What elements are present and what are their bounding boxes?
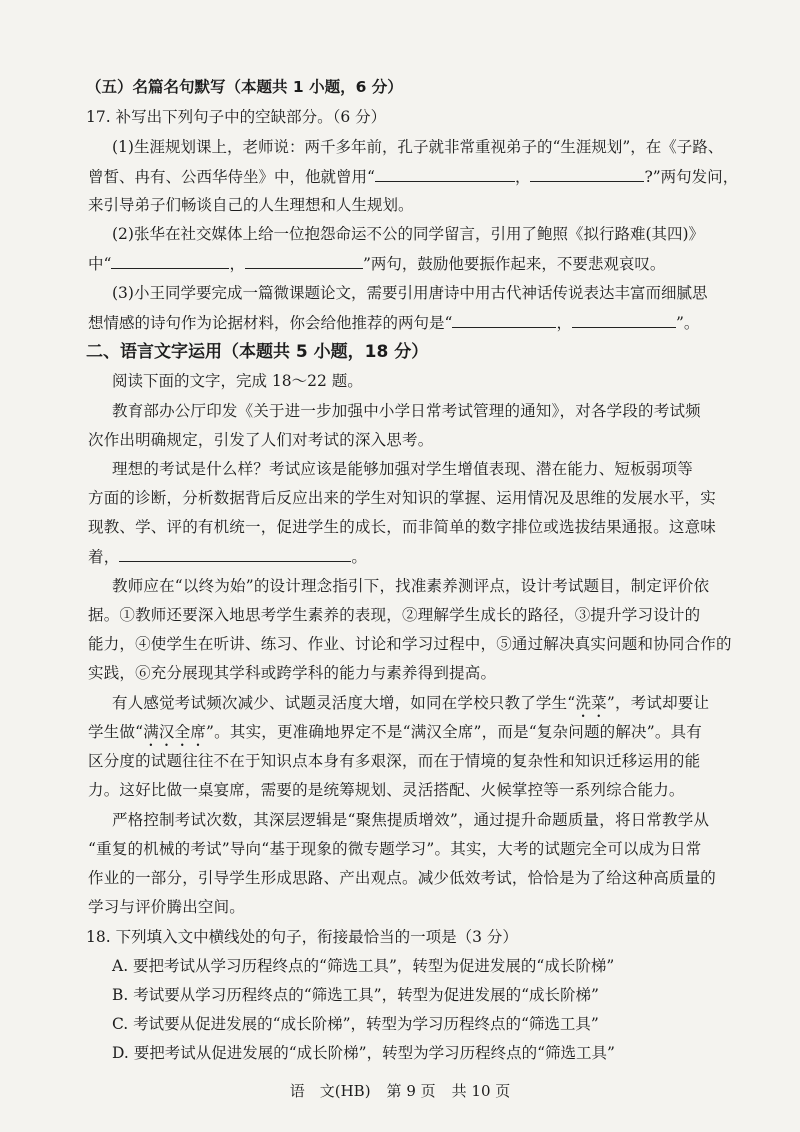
passage-line: 理想的考试是什么样？考试应该是能够加强对学生增值表现、潜在能力、短板弱项等 <box>112 460 693 478</box>
text: 有人感觉考试频次减少、试题灵活度大增，如同在学校只教了学生“ <box>112 694 576 712</box>
q17-item1-line2 <box>88 164 738 189</box>
passage-line: 现教、学、评的有机统一，促进学生的成长，而非简单的数字排位或选拔结果通报。这意味 <box>88 518 717 536</box>
question-17-stem: 17. 补写出下列句子中的空缺部分。（6 分） <box>86 108 387 126</box>
text: ， <box>229 255 245 273</box>
passage-line: 据。①教师还要深入地思考学生素养的表现，②理解学生成长的路径，③提升学习设计的 <box>88 606 701 624</box>
passage-line: 实践，⑥充分展现其学科或跨学科的能力与素养得到提高。 <box>88 664 497 682</box>
passage-line: 能力，④使学生在听讲、练习、作业、讨论和学习过程中，⑤通过解决真实问题和协同合作的 <box>88 635 732 653</box>
text: 学生做“ <box>88 723 144 741</box>
text: 中“ <box>88 255 112 273</box>
emphasized-text: 洗菜 <box>575 694 607 712</box>
q17-item1-line3: 来引导弟子们畅谈自己的人生理想和人生规划。 <box>88 196 414 214</box>
question-18-stem: 18. 下列填入文中横线处的句子，衔接最恰当的一项是（3 分） <box>86 928 518 946</box>
answer-blank[interactable] <box>119 544 351 562</box>
text: ”。 <box>675 314 700 332</box>
option-b[interactable]: B. 考试要从学习历程终点的“筛选工具”，转型为促进发展的“成长阶梯” <box>112 986 599 1004</box>
text: ”两句，鼓励他要振作起来，不要悲观哀叹。 <box>362 255 666 273</box>
text: 。 <box>351 548 368 566</box>
passage-line: 教师应在“以终为始”的设计理念指引下，找准素养测评点，设计考试题目，制定评价依 <box>112 577 710 595</box>
passage-line: 力。这好比做一桌宴席，需要的是统筹规划、灵活搭配、火候掌控等一系列综合能力。 <box>88 781 685 799</box>
option-d[interactable]: D. 要把考试从促进发展的“成长阶梯”，转型为学习历程终点的“筛选工具” <box>112 1044 615 1062</box>
footer-subject: 语 文(HB) <box>289 1082 371 1100</box>
text: ， <box>514 168 531 186</box>
answer-blank[interactable] <box>245 251 363 269</box>
passage-line: 区分度的试题往往不在于知识点本身有多艰深，而在于情境的复杂性和知识迁移运用的能 <box>88 752 701 770</box>
passage-line <box>112 691 709 721</box>
section-heading: （五）名篇名句默写（本题共 1 小题，6 分） <box>86 78 403 96</box>
passage-line: “重复的机械的考试”导向“基于现象的微专题学习”。其实，大考的试题完全可以成为日常 <box>88 840 702 858</box>
passage-line: 作业的一部分，引导学生形成思路、产出观点。减少低效考试，恰恰是为了给这种高质量的 <box>88 869 717 887</box>
passage-line: 教育部办公厅印发《关于进一步加强中小学日常考试管理的通知》，对各学段的考试频 <box>112 402 701 420</box>
passage-line: 严格控制考试次数，其深层逻辑是“聚焦提质增效”，通过提升命题质量，将日常教学从 <box>112 811 710 829</box>
text: 着， <box>88 548 120 566</box>
emphasized-text: 满汉全席 <box>143 723 207 741</box>
answer-blank[interactable] <box>375 164 515 182</box>
passage-line: 学习与评价腾出空间。 <box>88 898 246 916</box>
footer-page-number: 第 9 页 <box>386 1082 436 1100</box>
answer-blank[interactable] <box>572 310 676 328</box>
passage-line: 次作出明确规定，引发了人们对考试的深入思考。 <box>88 431 434 449</box>
passage-line: 方面的诊断，分析数据背后反应出来的学生对知识的掌握、运用情况及思维的发展水平，实 <box>88 489 717 507</box>
text: ”，考试却要让 <box>606 694 710 712</box>
answer-blank[interactable] <box>530 164 644 182</box>
section-heading: 二、语言文字运用（本题共 5 小题，18 分） <box>86 342 429 362</box>
answer-blank[interactable] <box>452 310 556 328</box>
q17-item2-line1: (2)张华在社交媒体上给一位抱怨命运不公的同学留言，引用了鲍照《拟行路难(其四)》 <box>112 225 705 243</box>
reading-instruction: 阅读下面的文字，完成 18～22 题。 <box>112 372 363 390</box>
text: ?”两句发问， <box>644 168 739 186</box>
answer-blank[interactable] <box>111 251 229 269</box>
option-a[interactable]: A. 要把考试从学习历程终点的“筛选工具”，转型为促进发展的“成长阶梯” <box>112 957 615 975</box>
text: ”。其实，更准确地界定不是“满汉全席”，而是“复杂问题的解决”。具有 <box>206 723 702 741</box>
option-c[interactable]: C. 考试要从促进发展的“成长阶梯”，转型为学习历程终点的“筛选工具” <box>112 1015 599 1033</box>
q17-item3-line2 <box>88 310 699 335</box>
q17-item1-line1: (1)生涯规划课上，老师说：两千多年前，孔子就非常重视弟子的“生涯规划”，在《子路、 <box>112 138 724 156</box>
footer-total-pages: 共 10 页 <box>451 1082 511 1100</box>
passage-line <box>88 720 702 750</box>
q17-item2-line2 <box>88 251 665 276</box>
text: 想情感的诗句作为论据材料，你会给他推荐的两句是“ <box>88 314 453 332</box>
text: 曾皙、冉有、公西华侍坐》中，他就曾用“ <box>88 168 375 186</box>
page-footer <box>0 1080 800 1101</box>
q17-item3-line1: (3)小王同学要完成一篇微课题论文，需要引用唐诗中用古代神话传说表达丰富而细腻思 <box>112 284 708 302</box>
passage-line <box>88 544 367 569</box>
text: ， <box>556 314 572 332</box>
